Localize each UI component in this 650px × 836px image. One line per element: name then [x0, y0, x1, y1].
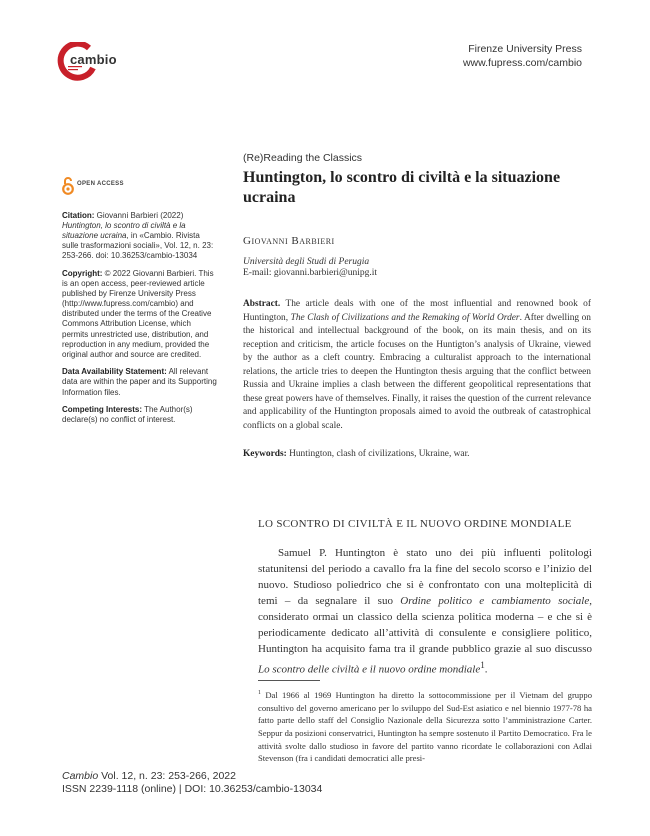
data-availability-label: Data Availability Statement: — [62, 367, 167, 377]
author-email[interactable]: E-mail: giovanni.barbieri@unipg.it — [243, 268, 378, 278]
footer-issue: Vol. 12, n. 23: 253-266, 2022 — [98, 770, 236, 782]
footnote — [258, 687, 592, 765]
publisher-info — [463, 43, 582, 70]
publisher-name: Firenze University Press — [468, 43, 582, 55]
footer-journal-line — [62, 770, 322, 783]
citation-label: Citation: — [62, 211, 95, 220]
publisher-url[interactable]: www.fupress.com/cambio — [462, 56, 582, 69]
page-footer — [62, 770, 322, 796]
body-paragraph — [258, 545, 592, 678]
citation-title: Huntington, lo scontro di civiltà e la situazione ucraina — [62, 221, 186, 241]
open-access-label: OPEN ACCESS — [77, 181, 124, 187]
keywords-text: Huntington, clash of civilizations, Ukraine, war. — [286, 449, 470, 459]
article-metadata-sidebar — [62, 211, 217, 433]
body-text-3: . — [484, 663, 488, 676]
series-label: (Re)Reading the Classics — [243, 152, 363, 164]
abstract-label: Abstract. — [243, 299, 281, 309]
footnote-number: 1 — [258, 690, 261, 696]
body-text-2: , considerato ormai un classico della scienza politica moderna – e che si è periodicamente dedicato all’attività di consulente e consigliere politico, Huntington ha acquisito fama tra il grande pubblico grazie al suo discusso — [258, 595, 593, 655]
article-front-matter — [243, 150, 591, 461]
logo-text: cambio — [70, 52, 117, 67]
abstract-text-1: The article deals with one of the most influential and renowned book of Huntington, — [243, 299, 591, 323]
journal-logo — [57, 42, 117, 82]
body-text-1: Samuel P. Huntington è stato uno dei più influenti politologi statunitensi del periodo a cavallo fra la fine del secolo scorso e l’inizio del nuovo. Studioso poliedrico che si è confrontato con una molteplicità di temi – da segnalare il suo — [258, 547, 592, 607]
footnote-reference[interactable]: 1 — [480, 660, 485, 670]
competing-interests-block — [62, 405, 217, 425]
abstract-book-title: The Clash of Civilizations and the Remaking of World Order — [290, 312, 520, 323]
abstract — [243, 298, 591, 433]
open-access-lock-icon — [62, 176, 74, 195]
data-availability-block — [62, 367, 217, 397]
citation-block — [62, 211, 217, 261]
copyright-label: Copyright: — [62, 268, 103, 278]
footer-issn-doi: ISSN 2239-1118 (online) | DOI: 10.36253/cambio-13034 — [62, 783, 323, 795]
competing-interests-label: Competing Interests: — [62, 405, 143, 415]
footer-journal-name: Cambio — [62, 770, 99, 782]
body-book-title-2: Lo scontro delle civiltà e il nuovo ordine mondiale — [258, 663, 481, 676]
article-title: Huntington, lo scontro di civiltà e la situazione ucraina — [243, 169, 561, 206]
body-book-title-1: Ordine politico e cambiamento sociale — [400, 595, 590, 607]
citation-pre: Giovanni Barbieri (2022) — [94, 211, 184, 220]
footnote-text: Dal 1966 al 1969 Huntington ha diretto la sottocommissione per il Vietnam del gruppo consultivo del governo americano per lo sviluppo del Sud-Est asiatico e nel biennio 1977-78 ha fatto parte dello staff del Consiglio Nazionale della Sicurezza sotto l’amministrazione Carter. Seppur da posizioni conservatrici, Huntington ha sempre sostenuto il Partito Democratico. Fra le attività svolte dallo studioso in favore del partito vanno ricordate le collaborazioni con Adlai Stevenson (fra i candidati democratici alle presi- — [258, 689, 592, 764]
competing-interests-text: The Author(s) declare(s) no conflict of interest. — [62, 405, 193, 425]
data-availability-text: All relevant data are within the paper and its Supporting Information files. — [62, 367, 217, 397]
copyright-block — [62, 269, 217, 360]
citation-post: , in «Cambio. Rivista sulle trasformazioni sociali», Vol. 12, n. 23: 253-266. doi: 10.36253/cambio-13034 — [62, 231, 214, 261]
keywords — [243, 448, 591, 461]
copyright-text: © 2022 Giovanni Barbieri. This is an open access, peer-reviewed article published by Firenze University Press (http://www.fupress.com/cambio) and distributed under the terms of the Creative Commons Attribution License, which permits unrestricted use, distribution, and reproduction in any medium, provided the original author and source are credited. — [62, 268, 214, 359]
footnote-divider — [258, 680, 320, 681]
abstract-text-2: . After dwelling on the historical and intellectual background of the book, on its main thesis, and on its reception and criticism, the article focuses on the Huntigton’s analysis of Ukraine, viewed by the author as a cleft country. Embracing a culturalist approach to the international relations, the article tries to deepen the Huntington thesis arguing that the conflict between Russia and Ukraine implies a clash between the different geopolitical representations that these great powers have of themselves. Finally, it raises the question of the current relevance and applicability of the Huntington proposals aimed to avoid the outbreak of catastrophical conflicts on a global scale. — [243, 312, 591, 431]
author-name: Giovanni Barbieri — [243, 235, 335, 247]
keywords-label: Keywords: — [243, 449, 287, 459]
author-affiliation: Università degli Studi di Perugia — [243, 257, 370, 267]
section-heading: LO SCONTRO DI CIVILTÀ E IL NUOVO ORDINE MONDIALE — [258, 518, 572, 530]
